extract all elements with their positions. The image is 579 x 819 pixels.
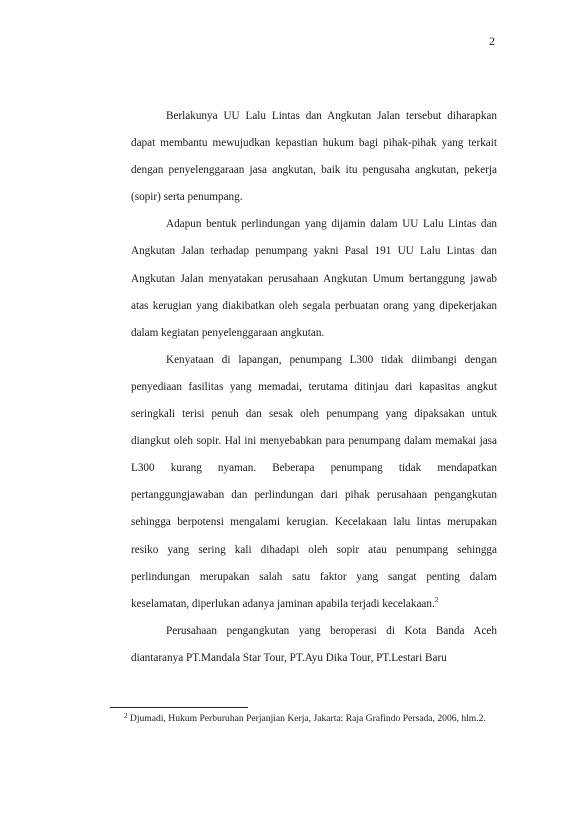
footnote-reference: 2 xyxy=(434,594,439,604)
footnote xyxy=(110,712,497,726)
footnote-marker: 2 xyxy=(124,712,128,720)
paragraph-3-text: Kenyataan di lapangan, penumpang L300 tidak diimbangi dengan penyediaan fasilitas yang memadai, terutama ditinjau dari kapasitas angkut seringkali terisi penuh dan sesak oleh penumpang yang dipaksakan untuk diangkut oleh sopir. Hal ini menyebabkan para penumpang dalam memakai jasa L300 kurang nyaman. Beberapa penumpang tidak mendapatkan pertanggungjawaban dan perlindungan dari pihak perusahaan pengangkutan sehingga berpotensi mengalami kerugian. Kecelakaan lalu lintas merupakan resiko yang sering kali dihadapi oleh sopir atau penumpang sehingga perlindungan merupakan salah satu faktor yang sangat penting dalam keselamatan, diperlukan adanya jaminan apabila terjadi kecelakaan. xyxy=(131,353,497,610)
footnote-text: Djumadi, Hukum Perburuhan Perjanjian Kerja, Jakarta: Raja Grafindo Persada, 2006, hlm.2. xyxy=(129,713,486,724)
page-number: 2 xyxy=(489,34,495,48)
paragraph-1: Berlakunya UU Lalu Lintas dan Angkutan Jalan tersebut diharapkan dapat membantu mewujudkan kepastian hukum bagi pihak-pihak yang terkait dengan penyelenggaraan jasa angkutan, baik itu pengusaha angkutan, pekerja (sopir) serta penumpang. xyxy=(131,110,497,204)
paragraph-4: Perusahaan pengangkutan yang beroperasi di Kota Banda Aceh diantaranya PT.Mandala Star Tour, PT.Ayu Dika Tour, PT.Lestari Baru xyxy=(131,624,497,664)
paragraph-2: Adapun bentuk perlindungan yang dijamin dalam UU Lalu Lintas dan Angkutan Jalan terhadap penumpang yakni Pasal 191 UU Lalu Lintas dan Angkutan Jalan menyatakan perusahaan Angkutan Umum bertanggung jawab atas kerugian yang diakibatkan oleh segala perbuatan orang yang dipekerjakan dalam kegiatan penyelenggaraan angkutan. xyxy=(131,218,497,339)
footnote-divider xyxy=(110,707,248,708)
paragraph-3 xyxy=(131,347,497,618)
body-text xyxy=(131,103,497,672)
